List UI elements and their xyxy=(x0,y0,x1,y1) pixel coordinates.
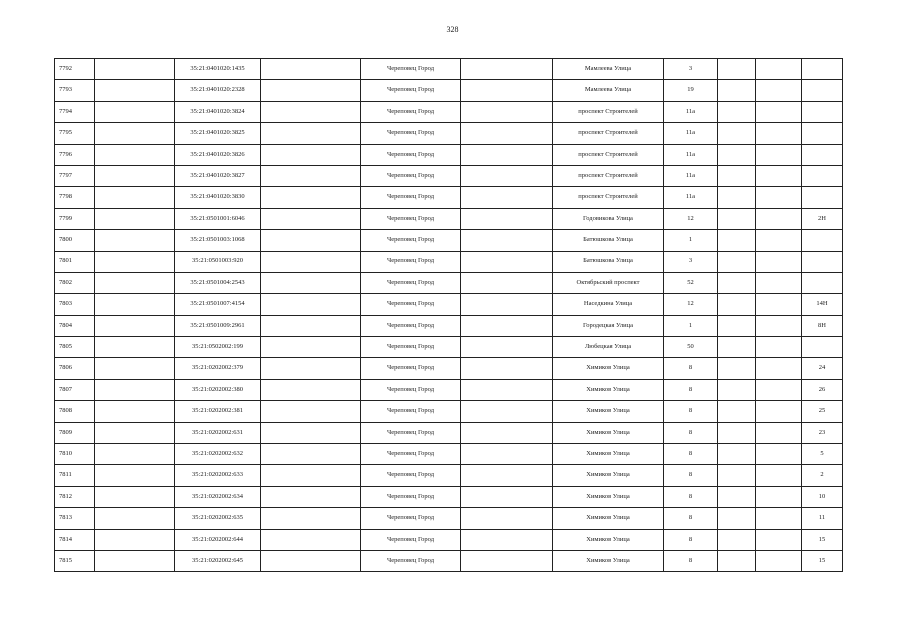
registry-table xyxy=(54,58,843,572)
house-number-cell: 11а xyxy=(664,165,718,186)
cadastral-number-cell: 35:21:0401020:3827 xyxy=(175,165,261,186)
house-number-cell: 8 xyxy=(664,358,718,379)
city-cell: Череповец Город xyxy=(361,187,461,208)
street-cell: Химиков Улица xyxy=(553,358,664,379)
empty-cell xyxy=(718,401,756,422)
house-number-cell: 52 xyxy=(664,272,718,293)
house-number-cell: 8 xyxy=(664,379,718,400)
empty-cell xyxy=(756,486,802,507)
row-number-cell: 7796 xyxy=(55,144,95,165)
empty-cell xyxy=(95,465,175,486)
apartment-cell: 10 xyxy=(802,486,843,507)
table-row xyxy=(55,444,843,465)
city-cell: Череповец Город xyxy=(361,379,461,400)
table-row xyxy=(55,230,843,251)
city-cell: Череповец Город xyxy=(361,315,461,336)
empty-cell xyxy=(461,80,553,101)
apartment-cell: 11 xyxy=(802,508,843,529)
row-number-cell: 7812 xyxy=(55,486,95,507)
table-row xyxy=(55,251,843,272)
row-number-cell: 7814 xyxy=(55,529,95,550)
empty-cell xyxy=(461,144,553,165)
cadastral-number-cell: 35:21:0202002:380 xyxy=(175,379,261,400)
empty-cell xyxy=(718,123,756,144)
apartment-cell xyxy=(802,272,843,293)
city-cell: Череповец Город xyxy=(361,294,461,315)
empty-cell xyxy=(461,272,553,293)
empty-cell xyxy=(756,251,802,272)
table-row xyxy=(55,529,843,550)
city-cell: Череповец Город xyxy=(361,508,461,529)
table-body xyxy=(55,59,843,572)
cadastral-number-cell: 35:21:0202002:635 xyxy=(175,508,261,529)
empty-cell xyxy=(756,358,802,379)
house-number-cell: 8 xyxy=(664,422,718,443)
empty-cell xyxy=(461,358,553,379)
empty-cell xyxy=(718,444,756,465)
row-number-cell: 7793 xyxy=(55,80,95,101)
house-number-cell: 8 xyxy=(664,486,718,507)
row-number-cell: 7795 xyxy=(55,123,95,144)
city-cell: Череповец Город xyxy=(361,144,461,165)
empty-cell xyxy=(718,486,756,507)
row-number-cell: 7804 xyxy=(55,315,95,336)
empty-cell xyxy=(95,80,175,101)
house-number-cell: 12 xyxy=(664,208,718,229)
city-cell: Череповец Город xyxy=(361,422,461,443)
empty-cell xyxy=(261,101,361,122)
empty-cell xyxy=(95,379,175,400)
empty-cell xyxy=(461,444,553,465)
row-number-cell: 7792 xyxy=(55,59,95,80)
empty-cell xyxy=(756,272,802,293)
empty-cell xyxy=(756,422,802,443)
empty-cell xyxy=(718,422,756,443)
table-row xyxy=(55,401,843,422)
city-cell: Череповец Город xyxy=(361,529,461,550)
empty-cell xyxy=(718,294,756,315)
table-row xyxy=(55,379,843,400)
empty-cell xyxy=(95,358,175,379)
street-cell: Мамлеева Улица xyxy=(553,59,664,80)
house-number-cell: 50 xyxy=(664,337,718,358)
empty-cell xyxy=(461,337,553,358)
table-row xyxy=(55,165,843,186)
table-row xyxy=(55,101,843,122)
house-number-cell: 1 xyxy=(664,315,718,336)
street-cell: Химиков Улица xyxy=(553,486,664,507)
row-number-cell: 7809 xyxy=(55,422,95,443)
street-cell: Городецкая Улица xyxy=(553,315,664,336)
house-number-cell: 8 xyxy=(664,401,718,422)
apartment-cell: 2Н xyxy=(802,208,843,229)
apartment-cell xyxy=(802,337,843,358)
empty-cell xyxy=(261,379,361,400)
street-cell: Химиков Улица xyxy=(553,550,664,571)
empty-cell xyxy=(461,230,553,251)
empty-cell xyxy=(461,508,553,529)
empty-cell xyxy=(756,80,802,101)
apartment-cell: 8Н xyxy=(802,315,843,336)
row-number-cell: 7798 xyxy=(55,187,95,208)
apartment-cell: 15 xyxy=(802,550,843,571)
street-cell: Любецкая Улица xyxy=(553,337,664,358)
row-number-cell: 7805 xyxy=(55,337,95,358)
city-cell: Череповец Город xyxy=(361,123,461,144)
cadastral-number-cell: 35:21:0401020:3826 xyxy=(175,144,261,165)
empty-cell xyxy=(95,187,175,208)
empty-cell xyxy=(756,379,802,400)
apartment-cell: 23 xyxy=(802,422,843,443)
empty-cell xyxy=(718,208,756,229)
empty-cell xyxy=(95,251,175,272)
empty-cell xyxy=(756,315,802,336)
empty-cell xyxy=(718,358,756,379)
table-row xyxy=(55,486,843,507)
empty-cell xyxy=(261,230,361,251)
table-row xyxy=(55,272,843,293)
empty-cell xyxy=(461,208,553,229)
empty-cell xyxy=(261,422,361,443)
empty-cell xyxy=(95,422,175,443)
cadastral-number-cell: 35:21:0202002:634 xyxy=(175,486,261,507)
empty-cell xyxy=(461,165,553,186)
empty-cell xyxy=(95,165,175,186)
empty-cell xyxy=(718,529,756,550)
empty-cell xyxy=(95,486,175,507)
street-cell: Химиков Улица xyxy=(553,444,664,465)
empty-cell xyxy=(756,208,802,229)
apartment-cell: 5 xyxy=(802,444,843,465)
table-row xyxy=(55,123,843,144)
apartment-cell: 24 xyxy=(802,358,843,379)
empty-cell xyxy=(756,444,802,465)
empty-cell xyxy=(261,508,361,529)
house-number-cell: 12 xyxy=(664,294,718,315)
cadastral-number-cell: 35:21:0401020:3825 xyxy=(175,123,261,144)
apartment-cell xyxy=(802,165,843,186)
house-number-cell: 3 xyxy=(664,251,718,272)
house-number-cell: 1 xyxy=(664,230,718,251)
city-cell: Череповец Город xyxy=(361,550,461,571)
empty-cell xyxy=(461,422,553,443)
empty-cell xyxy=(756,59,802,80)
empty-cell xyxy=(756,123,802,144)
row-number-cell: 7800 xyxy=(55,230,95,251)
table-row xyxy=(55,508,843,529)
empty-cell xyxy=(95,230,175,251)
empty-cell xyxy=(261,187,361,208)
empty-cell xyxy=(756,187,802,208)
empty-cell xyxy=(756,294,802,315)
cadastral-number-cell: 35:21:0401020:3830 xyxy=(175,187,261,208)
cadastral-number-cell: 35:21:0202002:381 xyxy=(175,401,261,422)
empty-cell xyxy=(261,358,361,379)
apartment-cell: 15 xyxy=(802,529,843,550)
empty-cell xyxy=(95,508,175,529)
apartment-cell: 26 xyxy=(802,379,843,400)
apartment-cell xyxy=(802,144,843,165)
empty-cell xyxy=(756,144,802,165)
cadastral-number-cell: 35:21:0202002:645 xyxy=(175,550,261,571)
city-cell: Череповец Город xyxy=(361,358,461,379)
city-cell: Череповец Город xyxy=(361,337,461,358)
row-number-cell: 7799 xyxy=(55,208,95,229)
street-cell: Батюшкова Улица xyxy=(553,230,664,251)
empty-cell xyxy=(95,444,175,465)
cadastral-number-cell: 35:21:0202002:632 xyxy=(175,444,261,465)
empty-cell xyxy=(756,165,802,186)
cadastral-number-cell: 35:21:0202002:631 xyxy=(175,422,261,443)
city-cell: Череповец Город xyxy=(361,272,461,293)
empty-cell xyxy=(95,59,175,80)
empty-cell xyxy=(718,80,756,101)
empty-cell xyxy=(718,187,756,208)
empty-cell xyxy=(95,272,175,293)
city-cell: Череповец Город xyxy=(361,101,461,122)
row-number-cell: 7803 xyxy=(55,294,95,315)
street-cell: проспект Строителей xyxy=(553,165,664,186)
empty-cell xyxy=(718,379,756,400)
table-row xyxy=(55,422,843,443)
city-cell: Череповец Город xyxy=(361,165,461,186)
empty-cell xyxy=(718,272,756,293)
apartment-cell: 14Н xyxy=(802,294,843,315)
row-number-cell: 7813 xyxy=(55,508,95,529)
city-cell: Череповец Город xyxy=(361,80,461,101)
cadastral-number-cell: 35:21:0401020:2328 xyxy=(175,80,261,101)
cadastral-number-cell: 35:21:0401020:3824 xyxy=(175,101,261,122)
house-number-cell: 11а xyxy=(664,144,718,165)
empty-cell xyxy=(261,315,361,336)
empty-cell xyxy=(95,294,175,315)
row-number-cell: 7802 xyxy=(55,272,95,293)
cadastral-number-cell: 35:21:0501007:4154 xyxy=(175,294,261,315)
cadastral-number-cell: 35:21:0501003:920 xyxy=(175,251,261,272)
empty-cell xyxy=(718,251,756,272)
row-number-cell: 7794 xyxy=(55,101,95,122)
table-row xyxy=(55,550,843,571)
house-number-cell: 8 xyxy=(664,508,718,529)
city-cell: Череповец Город xyxy=(361,486,461,507)
street-cell: Наседкина Улица xyxy=(553,294,664,315)
empty-cell xyxy=(461,401,553,422)
city-cell: Череповец Город xyxy=(361,208,461,229)
house-number-cell: 3 xyxy=(664,59,718,80)
empty-cell xyxy=(756,508,802,529)
empty-cell xyxy=(756,230,802,251)
empty-cell xyxy=(261,465,361,486)
empty-cell xyxy=(261,251,361,272)
empty-cell xyxy=(261,59,361,80)
empty-cell xyxy=(461,59,553,80)
apartment-cell xyxy=(802,101,843,122)
empty-cell xyxy=(718,465,756,486)
empty-cell xyxy=(756,465,802,486)
empty-cell xyxy=(461,251,553,272)
row-number-cell: 7808 xyxy=(55,401,95,422)
empty-cell xyxy=(261,208,361,229)
city-cell: Череповец Город xyxy=(361,251,461,272)
empty-cell xyxy=(261,80,361,101)
row-number-cell: 7806 xyxy=(55,358,95,379)
street-cell: Годовикова Улица xyxy=(553,208,664,229)
street-cell: Химиков Улица xyxy=(553,529,664,550)
empty-cell xyxy=(261,401,361,422)
empty-cell xyxy=(261,550,361,571)
table-row xyxy=(55,208,843,229)
house-number-cell: 8 xyxy=(664,444,718,465)
empty-cell xyxy=(95,550,175,571)
empty-cell xyxy=(261,165,361,186)
empty-cell xyxy=(718,230,756,251)
house-number-cell: 8 xyxy=(664,465,718,486)
empty-cell xyxy=(261,272,361,293)
empty-cell xyxy=(718,144,756,165)
house-number-cell: 8 xyxy=(664,529,718,550)
empty-cell xyxy=(756,401,802,422)
table-row xyxy=(55,294,843,315)
apartment-cell xyxy=(802,80,843,101)
empty-cell xyxy=(95,144,175,165)
city-cell: Череповец Город xyxy=(361,465,461,486)
empty-cell xyxy=(756,101,802,122)
street-cell: Химиков Улица xyxy=(553,465,664,486)
page-number: 328 xyxy=(446,25,459,34)
empty-cell xyxy=(461,315,553,336)
empty-cell xyxy=(261,444,361,465)
empty-cell xyxy=(718,59,756,80)
street-cell: Батюшкова Улица xyxy=(553,251,664,272)
street-cell: Химиков Улица xyxy=(553,422,664,443)
empty-cell xyxy=(95,337,175,358)
row-number-cell: 7811 xyxy=(55,465,95,486)
apartment-cell xyxy=(802,123,843,144)
empty-cell xyxy=(718,101,756,122)
cadastral-number-cell: 35:21:0202002:379 xyxy=(175,358,261,379)
table-row xyxy=(55,187,843,208)
empty-cell xyxy=(461,187,553,208)
table-row xyxy=(55,465,843,486)
empty-cell xyxy=(461,123,553,144)
house-number-cell: 11а xyxy=(664,123,718,144)
empty-cell xyxy=(261,294,361,315)
street-cell: Мамлеева Улица xyxy=(553,80,664,101)
empty-cell xyxy=(261,144,361,165)
table-row xyxy=(55,59,843,80)
empty-cell xyxy=(261,486,361,507)
apartment-cell xyxy=(802,59,843,80)
cadastral-number-cell: 35:21:0202002:644 xyxy=(175,529,261,550)
street-cell: Химиков Улица xyxy=(553,508,664,529)
house-number-cell: 19 xyxy=(664,80,718,101)
cadastral-number-cell: 35:21:0501003:1068 xyxy=(175,230,261,251)
empty-cell xyxy=(718,165,756,186)
empty-cell xyxy=(461,465,553,486)
empty-cell xyxy=(261,123,361,144)
house-number-cell: 8 xyxy=(664,550,718,571)
cadastral-number-cell: 35:21:0502002:199 xyxy=(175,337,261,358)
cadastral-number-cell: 35:21:0401020:1435 xyxy=(175,59,261,80)
empty-cell xyxy=(756,337,802,358)
street-cell: Химиков Улица xyxy=(553,401,664,422)
empty-cell xyxy=(95,315,175,336)
cadastral-number-cell: 35:21:0202002:633 xyxy=(175,465,261,486)
empty-cell xyxy=(461,379,553,400)
empty-cell xyxy=(261,337,361,358)
city-cell: Череповец Город xyxy=(361,401,461,422)
row-number-cell: 7801 xyxy=(55,251,95,272)
apartment-cell: 2 xyxy=(802,465,843,486)
table-row xyxy=(55,337,843,358)
apartment-cell: 25 xyxy=(802,401,843,422)
street-cell: Октябрьский проспект xyxy=(553,272,664,293)
empty-cell xyxy=(718,508,756,529)
row-number-cell: 7815 xyxy=(55,550,95,571)
apartment-cell xyxy=(802,187,843,208)
empty-cell xyxy=(718,315,756,336)
table-row xyxy=(55,315,843,336)
empty-cell xyxy=(461,529,553,550)
empty-cell xyxy=(756,529,802,550)
house-number-cell: 11а xyxy=(664,101,718,122)
empty-cell xyxy=(461,550,553,571)
city-cell: Череповец Город xyxy=(361,230,461,251)
empty-cell xyxy=(95,123,175,144)
empty-cell xyxy=(95,529,175,550)
row-number-cell: 7807 xyxy=(55,379,95,400)
street-cell: проспект Строителей xyxy=(553,123,664,144)
empty-cell xyxy=(756,550,802,571)
apartment-cell xyxy=(802,230,843,251)
cadastral-number-cell: 35:21:0501009:2961 xyxy=(175,315,261,336)
street-cell: проспект Строителей xyxy=(553,187,664,208)
empty-cell xyxy=(461,294,553,315)
empty-cell xyxy=(261,529,361,550)
empty-cell xyxy=(718,550,756,571)
table-row xyxy=(55,358,843,379)
city-cell: Череповец Город xyxy=(361,444,461,465)
empty-cell xyxy=(95,401,175,422)
empty-cell xyxy=(461,486,553,507)
house-number-cell: 11а xyxy=(664,187,718,208)
street-cell: проспект Строителей xyxy=(553,144,664,165)
row-number-cell: 7797 xyxy=(55,165,95,186)
empty-cell xyxy=(461,101,553,122)
empty-cell xyxy=(718,337,756,358)
table-row xyxy=(55,144,843,165)
table-row xyxy=(55,80,843,101)
cadastral-number-cell: 35:21:0501004:2543 xyxy=(175,272,261,293)
city-cell: Череповец Город xyxy=(361,59,461,80)
street-cell: проспект Строителей xyxy=(553,101,664,122)
street-cell: Химиков Улица xyxy=(553,379,664,400)
empty-cell xyxy=(95,208,175,229)
row-number-cell: 7810 xyxy=(55,444,95,465)
empty-cell xyxy=(95,101,175,122)
cadastral-number-cell: 35:21:0501001:6046 xyxy=(175,208,261,229)
apartment-cell xyxy=(802,251,843,272)
